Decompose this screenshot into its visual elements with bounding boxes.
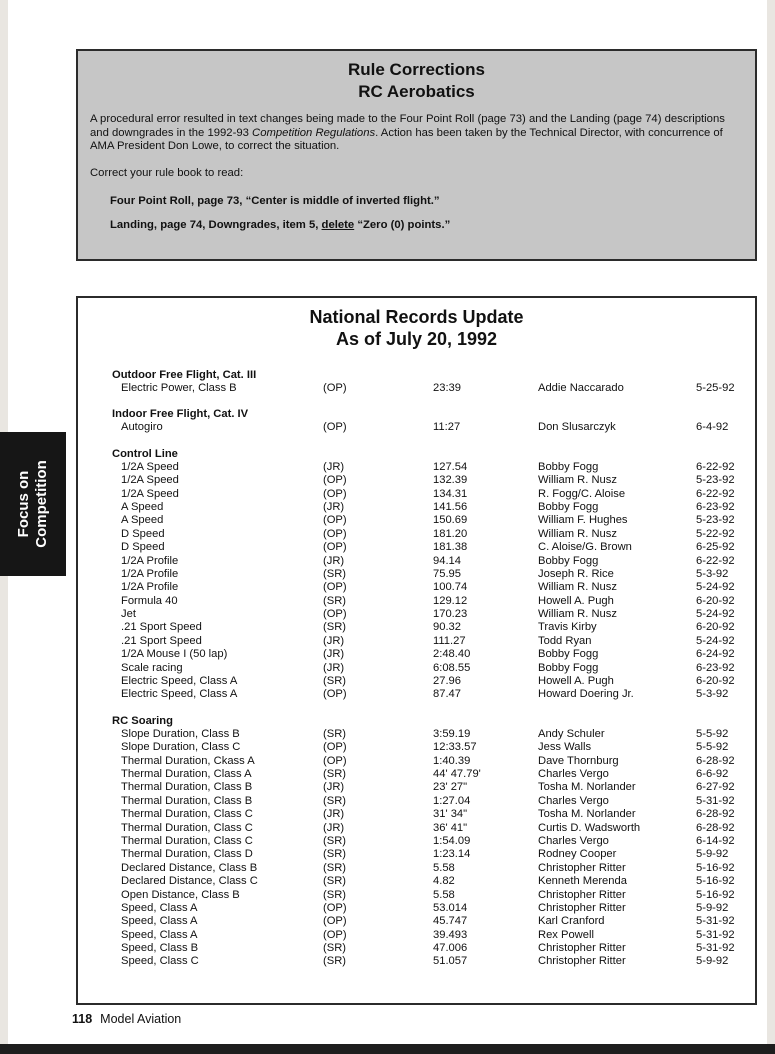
record-value: 45.747: [433, 915, 468, 928]
record-value: 2:48.40: [433, 648, 471, 661]
record-holder: Bobby Fogg: [538, 460, 599, 473]
record-row: [78, 889, 755, 902]
record-holder: Howard Doering Jr.: [538, 688, 634, 701]
record-event: Slope Duration, Class B: [121, 727, 240, 740]
record-row: [78, 461, 755, 474]
record-holder: William R. Nusz: [538, 527, 617, 540]
record-date: 5-9-92: [696, 848, 729, 861]
record-value: 134.31: [433, 487, 468, 500]
record-row: [78, 848, 755, 861]
record-date: 5-24-92: [696, 634, 735, 647]
record-class: (OP): [323, 901, 347, 914]
record-row: [78, 781, 755, 794]
record-class: (OP): [323, 928, 347, 941]
rule-title: [88, 59, 745, 103]
record-value: 75.95: [433, 567, 461, 580]
record-holder: William F. Hughes: [538, 514, 628, 527]
record-value: 3:59.19: [433, 727, 471, 740]
record-event: 1/2A Speed: [121, 474, 179, 487]
record-value: 111.27: [433, 634, 466, 647]
record-class: (SR): [323, 594, 346, 607]
record-date: 6-20-92: [696, 621, 735, 634]
record-date: 6-25-92: [696, 541, 735, 554]
section-gap: [78, 395, 755, 407]
record-value: 53.014: [433, 901, 468, 914]
record-event: Thermal Duration, Class B: [121, 794, 253, 807]
record-class: (SR): [323, 875, 346, 888]
record-holder: William R. Nusz: [538, 474, 617, 487]
record-value: 181.20: [433, 527, 468, 540]
record-class: (OP): [323, 688, 347, 701]
record-holder: Jess Walls: [538, 741, 592, 754]
record-value: 129.12: [433, 594, 468, 607]
record-row: [78, 568, 755, 581]
record-date: 6-14-92: [696, 834, 735, 847]
rule-item-landing-after: “Zero (0) points.”: [354, 218, 451, 231]
record-event: Slope Duration, Class C: [121, 741, 241, 754]
records-section-indoor-ff: [78, 407, 755, 434]
record-date: 6-6-92: [696, 767, 729, 780]
record-holder: R. Fogg/C. Aloise: [538, 487, 626, 500]
record-date: 5-5-92: [696, 741, 729, 754]
records-list: [78, 368, 755, 969]
record-row: [78, 942, 755, 955]
record-class: (SR): [323, 888, 346, 901]
record-row: [78, 915, 755, 928]
record-date: 5-23-92: [696, 514, 735, 527]
section-gap: [78, 702, 755, 714]
record-event: Electric Speed, Class A: [121, 688, 238, 701]
record-date: 5-31-92: [696, 942, 735, 955]
record-value: 150.69: [433, 514, 468, 527]
record-class: (SR): [323, 942, 346, 955]
record-date: 5-16-92: [696, 875, 735, 888]
record-holder: Bobby Fogg: [538, 554, 599, 567]
record-event: Speed, Class B: [121, 942, 199, 955]
record-class: (OP): [323, 541, 347, 554]
record-class: (OP): [323, 754, 347, 767]
record-value: 87.47: [433, 688, 461, 701]
record-event: .21 Sport Speed: [121, 621, 202, 634]
record-holder: Charles Vergo: [538, 767, 609, 780]
side-tab-line2: Competition: [33, 460, 50, 548]
record-value: 4.82: [433, 875, 455, 888]
rule-item-landing: [88, 219, 745, 231]
record-date: 5-5-92: [696, 727, 729, 740]
record-event: Declared Distance, Class B: [121, 861, 258, 874]
record-event: .21 Sport Speed: [121, 634, 202, 647]
record-event: A Speed: [121, 500, 164, 513]
record-class: (OP): [323, 741, 347, 754]
record-value: 127.54: [433, 460, 468, 473]
record-class: (SR): [323, 727, 346, 740]
record-value: 5.58: [433, 861, 455, 874]
record-event: A Speed: [121, 514, 164, 527]
record-date: 6-22-92: [696, 554, 735, 567]
record-holder: Don Slusarczyk: [538, 421, 616, 434]
record-class: (JR): [323, 648, 345, 661]
section-gap: [78, 435, 755, 447]
record-row: [78, 808, 755, 821]
record-date: 6-22-92: [696, 487, 735, 500]
record-value: 31' 34": [433, 808, 468, 821]
records-title-line1: National Records Update: [309, 307, 524, 327]
records-section-outdoor-ff: [78, 368, 755, 395]
record-row: [78, 635, 755, 648]
record-holder: Howell A. Pugh: [538, 675, 614, 688]
records-title: [78, 306, 755, 350]
record-date: 6-24-92: [696, 648, 735, 661]
record-date: 5-9-92: [696, 955, 729, 968]
record-row: [78, 822, 755, 835]
record-value: 27.96: [433, 675, 461, 688]
record-class: (OP): [323, 382, 347, 394]
record-row: [78, 474, 755, 487]
record-date: 6-20-92: [696, 594, 735, 607]
page-number: 118: [72, 1012, 93, 1026]
record-row: [78, 421, 755, 434]
record-holder: William R. Nusz: [538, 608, 617, 621]
record-holder: Travis Kirby: [538, 621, 597, 634]
record-event: D Speed: [121, 527, 165, 540]
record-holder: Tosha M. Norlander: [538, 808, 636, 821]
record-value: 11:27: [433, 421, 461, 434]
record-date: 5-23-92: [696, 474, 735, 487]
record-date: 6-4-92: [696, 421, 729, 434]
record-date: 5-24-92: [696, 608, 735, 621]
record-class: (SR): [323, 834, 346, 847]
rule-title-line1: Rule Corrections: [348, 60, 485, 79]
record-row: [78, 875, 755, 888]
rule-read-line: Correct your rule book to read:: [90, 166, 244, 179]
record-value: 1:40.39: [433, 754, 471, 767]
record-date: 5-16-92: [696, 888, 735, 901]
record-holder: Curtis D. Wadsworth: [538, 821, 641, 834]
record-holder: Tosha M. Norlander: [538, 781, 636, 794]
record-event: Scale racing: [121, 661, 183, 674]
record-event: 1/2A Profile: [121, 554, 179, 567]
record-row: [78, 514, 755, 527]
record-value: 44' 47.79': [433, 767, 481, 780]
records-title-line2: As of July 20, 1992: [335, 329, 498, 349]
record-event: 1/2A Speed: [121, 460, 179, 473]
record-holder: Addie Naccarado: [538, 382, 624, 394]
record-value: 51.057: [433, 955, 468, 968]
side-tab-line1: Focus on: [15, 470, 32, 538]
record-holder: Andy Schuler: [538, 727, 605, 740]
record-date: 5-31-92: [696, 794, 735, 807]
record-date: 5-22-92: [696, 527, 735, 540]
side-tab-text: [15, 432, 51, 576]
record-class: (JR): [323, 781, 345, 794]
record-class: (SR): [323, 767, 346, 780]
record-class: (JR): [323, 808, 345, 821]
record-event: Autogiro: [121, 421, 163, 434]
record-date: 6-27-92: [696, 781, 735, 794]
record-value: 36' 41": [433, 821, 468, 834]
record-value: 6:08.55: [433, 661, 471, 674]
record-date: 6-20-92: [696, 675, 735, 688]
record-class: (SR): [323, 794, 346, 807]
record-row: [78, 555, 755, 568]
rule-item-landing-delete: delete: [321, 218, 355, 231]
record-class: (JR): [323, 554, 345, 567]
record-holder: Dave Thornburg: [538, 754, 619, 767]
page-footer: [72, 1012, 181, 1026]
magazine-name: Model Aviation: [100, 1012, 182, 1026]
record-event: Thermal Duration, Class A: [121, 767, 252, 780]
bottom-band: [0, 1044, 775, 1054]
rule-corrections-box: [76, 49, 757, 261]
record-holder: Christopher Ritter: [538, 955, 626, 968]
section-heading: Outdoor Free Flight, Cat. III: [112, 369, 257, 381]
record-event: 1/2A Profile: [121, 567, 179, 580]
record-class: (JR): [323, 500, 345, 513]
record-event: Thermal Duration, Class C: [121, 834, 253, 847]
record-event: Thermal Duration, Class D: [121, 848, 253, 861]
record-row: [78, 741, 755, 754]
record-date: 5-31-92: [696, 915, 735, 928]
record-value: 47.006: [433, 942, 468, 955]
record-holder: Kenneth Merenda: [538, 875, 627, 888]
record-row: [78, 795, 755, 808]
record-holder: Christopher Ritter: [538, 888, 626, 901]
record-row: [78, 768, 755, 781]
record-event: Open Distance, Class B: [121, 888, 240, 901]
record-date: 5-9-92: [696, 901, 729, 914]
record-class: (SR): [323, 861, 346, 874]
record-class: (JR): [323, 661, 345, 674]
record-holder: Joseph R. Rice: [538, 567, 614, 580]
record-row: [78, 835, 755, 848]
record-class: (OP): [323, 474, 347, 487]
record-holder: Rodney Cooper: [538, 848, 617, 861]
record-row: [78, 955, 755, 968]
record-date: 6-28-92: [696, 808, 735, 821]
section-heading: Control Line: [112, 447, 178, 460]
record-holder: Christopher Ritter: [538, 942, 626, 955]
record-value: 94.14: [433, 554, 461, 567]
record-date: 5-31-92: [696, 928, 735, 941]
record-event: 1/2A Profile: [121, 581, 179, 594]
record-class: (OP): [323, 581, 347, 594]
record-row: [78, 581, 755, 594]
record-value: 23:39: [433, 382, 461, 394]
record-holder: Charles Vergo: [538, 834, 609, 847]
record-event: 1/2A Mouse I (50 lap): [121, 648, 228, 661]
record-row: [78, 501, 755, 514]
record-holder: Howell A. Pugh: [538, 594, 614, 607]
record-event: Formula 40: [121, 594, 178, 607]
rule-paragraph-italic: Competition Regulations: [252, 126, 376, 139]
record-value: 1:27.04: [433, 794, 471, 807]
record-row: [78, 755, 755, 768]
record-class: (JR): [323, 634, 345, 647]
record-event: Electric Speed, Class A: [121, 675, 238, 688]
rule-title-line2: RC Aerobatics: [358, 82, 475, 101]
record-holder: Rex Powell: [538, 928, 594, 941]
record-value: 39.493: [433, 928, 468, 941]
record-date: 5-25-92: [696, 382, 735, 394]
record-holder: Bobby Fogg: [538, 661, 599, 674]
record-row: [78, 488, 755, 501]
record-event: 1/2A Speed: [121, 487, 179, 500]
record-date: 5-24-92: [696, 581, 735, 594]
record-holder: Todd Ryan: [538, 634, 592, 647]
record-row: [78, 608, 755, 621]
record-event: Speed, Class A: [121, 901, 198, 914]
record-event: Speed, Class A: [121, 928, 198, 941]
record-row: [78, 862, 755, 875]
record-value: 181.38: [433, 541, 468, 554]
record-row: [78, 621, 755, 634]
record-class: (OP): [323, 487, 347, 500]
record-date: 5-3-92: [696, 567, 729, 580]
scan-edge-right: [767, 0, 775, 1054]
record-class: (OP): [323, 608, 347, 621]
record-row: [78, 595, 755, 608]
record-date: 6-22-92: [696, 460, 735, 473]
record-row: [78, 382, 755, 395]
rule-paragraph-before: A procedural error resulted in text changes being made to the Four Point Roll (page 73) and the Landing (page 74) descriptions and downgrades in the 1992-93: [90, 113, 725, 139]
record-holder: Bobby Fogg: [538, 648, 599, 661]
record-class: (SR): [323, 567, 346, 580]
rule-item-four-point-roll: Four Point Roll, page 73, “Center is middle of inverted flight.”: [110, 194, 440, 207]
record-row: [78, 929, 755, 942]
record-event: Thermal Duration, Class C: [121, 808, 253, 821]
records-section-rc-soaring: [78, 714, 755, 969]
record-row: [78, 541, 755, 554]
section-heading: RC Soaring: [112, 714, 173, 727]
record-value: 23' 27": [433, 781, 468, 794]
record-holder: Bobby Fogg: [538, 500, 599, 513]
record-event: D Speed: [121, 541, 165, 554]
rule-paragraph: [88, 113, 745, 154]
national-records-box: [76, 296, 757, 1005]
rule-item-landing-before: Landing, page 74, Downgrades, item 5,: [110, 218, 322, 231]
record-holder: C. Aloise/G. Brown: [538, 541, 632, 554]
record-event: Declared Distance, Class C: [121, 875, 258, 888]
record-date: 6-28-92: [696, 754, 735, 767]
record-event: Thermal Duration, Class C: [121, 821, 253, 834]
record-date: 6-23-92: [696, 500, 735, 513]
record-event: Thermal Duration, Ckass A: [121, 754, 255, 767]
record-class: (JR): [323, 460, 345, 473]
record-date: 6-23-92: [696, 661, 735, 674]
record-class: (SR): [323, 955, 346, 968]
record-value: 90.32: [433, 621, 461, 634]
record-class: (OP): [323, 421, 347, 434]
record-date: 5-3-92: [696, 688, 729, 701]
record-value: 12:33.57: [433, 741, 477, 754]
record-class: (OP): [323, 915, 347, 928]
record-row: [78, 688, 755, 701]
record-holder: Charles Vergo: [538, 794, 609, 807]
record-class: (OP): [323, 527, 347, 540]
record-class: (OP): [323, 514, 347, 527]
section-heading: Indoor Free Flight, Cat. IV: [112, 408, 249, 421]
record-event: Electric Power, Class B: [121, 382, 237, 394]
record-value: 141.56: [433, 500, 468, 513]
record-holder: William R. Nusz: [538, 581, 617, 594]
record-event: Thermal Duration, Class B: [121, 781, 253, 794]
record-value: 1:23.14: [433, 848, 471, 861]
record-event: Speed, Class C: [121, 955, 199, 968]
record-row: [78, 728, 755, 741]
record-value: 5.58: [433, 888, 455, 901]
record-event: Jet: [121, 608, 136, 621]
record-row: [78, 662, 755, 675]
record-row: [78, 902, 755, 915]
focus-on-competition-tab: [0, 432, 66, 576]
rule-paragraph-after: . Action has been taken by the Technical Director, with concurrence of AMA President Don Lowe, to correct the situation.: [90, 126, 723, 152]
record-class: (SR): [323, 675, 346, 688]
record-event: Speed, Class A: [121, 915, 198, 928]
record-holder: Christopher Ritter: [538, 901, 626, 914]
record-holder: Karl Cranford: [538, 915, 605, 928]
record-class: (JR): [323, 821, 345, 834]
record-value: 170.23: [433, 608, 468, 621]
record-class: (SR): [323, 848, 346, 861]
record-holder: Christopher Ritter: [538, 861, 626, 874]
record-value: 1:54.09: [433, 834, 471, 847]
record-value: 132.39: [433, 474, 468, 487]
record-date: 5-16-92: [696, 861, 735, 874]
record-row: [78, 648, 755, 661]
records-section-control-line: [78, 447, 755, 702]
record-value: 100.74: [433, 581, 468, 594]
record-row: [78, 675, 755, 688]
record-row: [78, 528, 755, 541]
record-class: (SR): [323, 621, 346, 634]
record-date: 6-28-92: [696, 821, 735, 834]
